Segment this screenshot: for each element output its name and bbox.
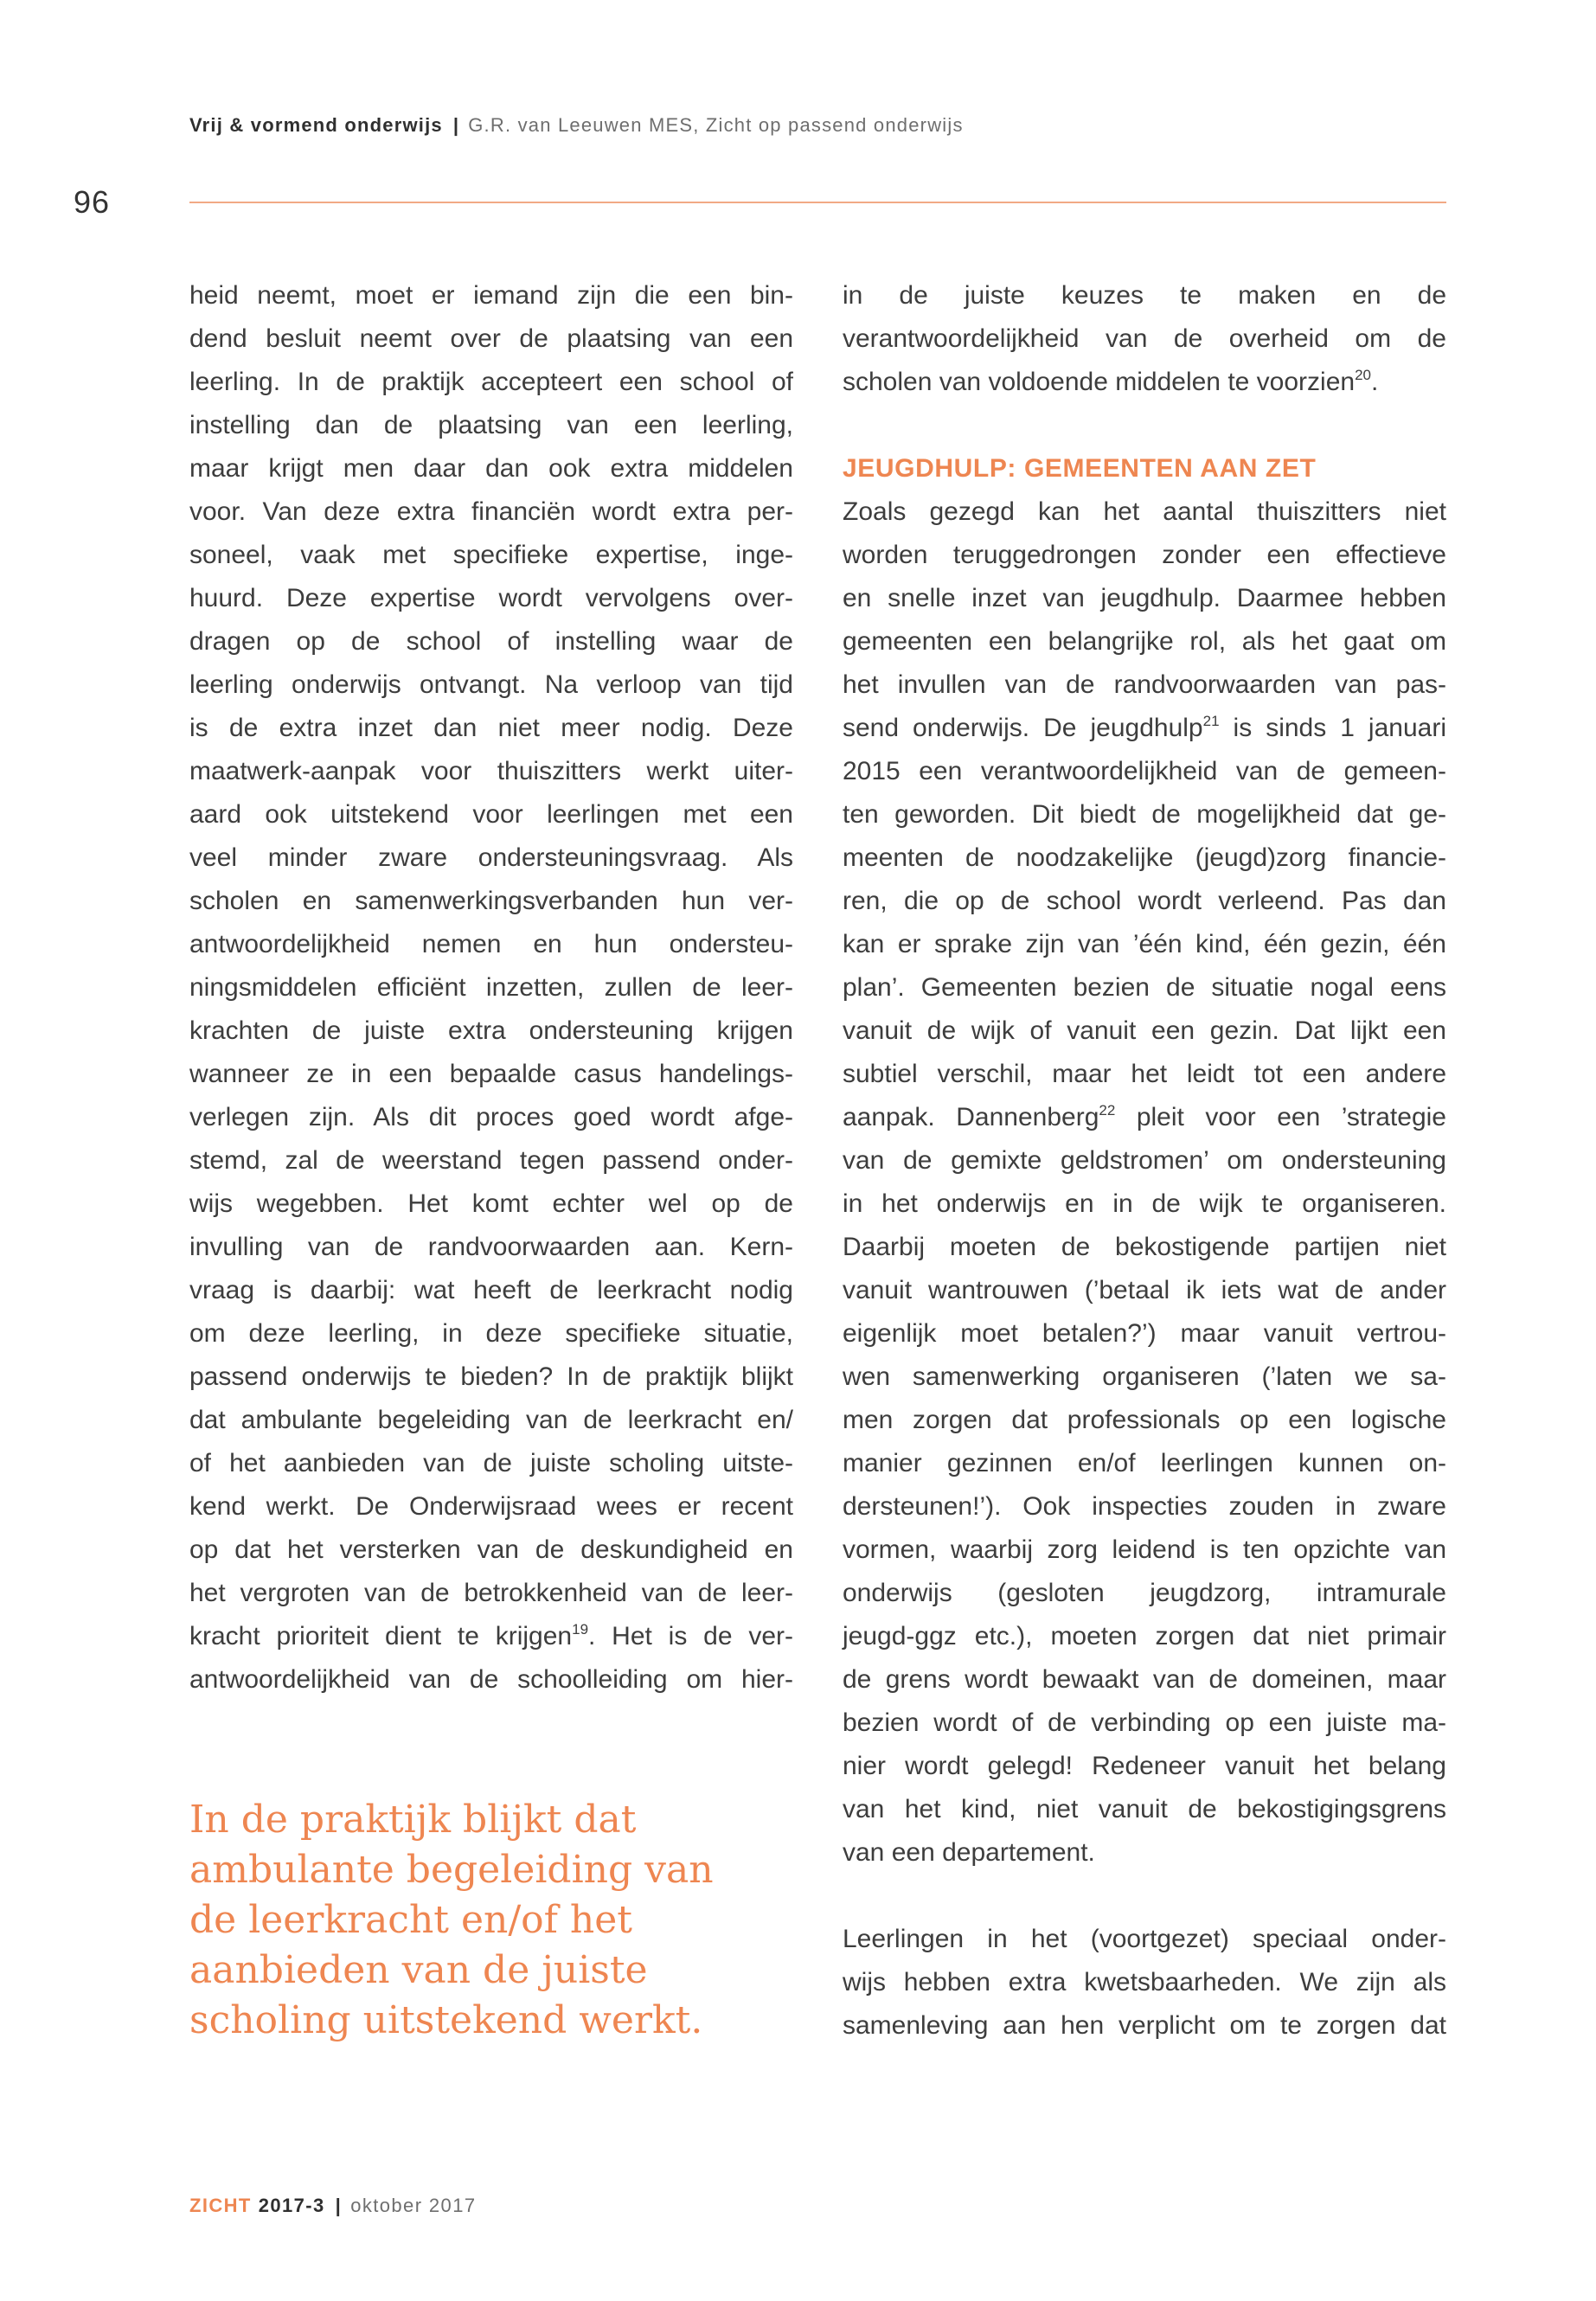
- line-text: aanpak. Dannenberg: [843, 1103, 1099, 1131]
- page-number: 96: [74, 184, 111, 220]
- text-line: eigenlijk moet betalen?’) maar vanuit vertrou-: [843, 1319, 1446, 1348]
- text-line: wanneer ze in een bepaalde casus handelings-: [189, 1060, 793, 1088]
- text-line: dragen op de school of instelling waar de: [189, 627, 793, 656]
- text-line: vanuit de wijk of vanuit een gezin. Dat lijkt een: [843, 1016, 1446, 1045]
- footnote-ref: 21: [1202, 713, 1220, 729]
- text-line: kan er sprake zijn van ’één kind, één gezin, één: [843, 930, 1446, 958]
- text-line: samenleving aan hen verplicht om te zorgen dat: [843, 2011, 1446, 2040]
- text-line: op dat het versterken van de deskundigheid en: [189, 1535, 793, 1564]
- text-line: gemeenten een belangrijke rol, als het gaat om: [843, 627, 1446, 656]
- footnote-ref: 19: [572, 1621, 589, 1638]
- text-line: van de gemixte geldstromen’ om ondersteuning: [843, 1146, 1446, 1175]
- text-line: in het onderwijs en in de wijk te organiseren.: [843, 1189, 1446, 1218]
- text-line: het invullen van de randvoorwaarden van pas-: [843, 670, 1446, 699]
- line-text: pleit voor een ’strategie: [1115, 1103, 1446, 1131]
- text-line: plan’. Gemeenten bezien de situatie nogal eens: [843, 973, 1446, 1002]
- pull-quote-line: In de praktijk blijkt dat: [189, 1798, 637, 1842]
- text-line: soneel, vaak met specifieke expertise, inge-: [189, 541, 793, 569]
- section-title: Vrij & vormend onderwijs: [189, 114, 443, 136]
- text-line: worden teruggedrongen zonder een effectieve: [843, 541, 1446, 569]
- issue-number: 2017-3: [258, 2195, 325, 2216]
- text-line: dersteunen!’). Ook inspecties zouden in zware: [843, 1492, 1446, 1521]
- section-heading: JEUGDHULP: GEMEENTEN AAN ZET: [843, 454, 1317, 483]
- left-column: [189, 274, 793, 1702]
- footnote-ref: 22: [1099, 1102, 1116, 1118]
- text-line: en snelle inzet van jeugdhulp. Daarmee hebben: [843, 584, 1446, 612]
- text-line: leerling onderwijs ontvangt. Na verloop van tijd: [189, 670, 793, 699]
- text-line: antwoordelijkheid van de schoolleiding om hier-: [189, 1665, 793, 1694]
- text-line: dat ambulante begeleiding van de leerkracht en/: [189, 1406, 793, 1434]
- line-text: scholen van voldoende middelen te voorzien: [843, 368, 1356, 396]
- text-line: ten geworden. Dit biedt de mogelijkheid dat ge-: [843, 800, 1446, 829]
- text-line: aard ook uitstekend voor leerlingen met een: [189, 800, 793, 829]
- header-separator: |: [452, 114, 460, 136]
- text-line: men zorgen dat professionals op een logische: [843, 1406, 1446, 1434]
- body-paragraph: [843, 490, 1446, 1875]
- text-line: invulling van de randvoorwaarden aan. Kern-: [189, 1233, 793, 1261]
- body-paragraph: [189, 274, 793, 1702]
- text-line: veel minder zware ondersteuningsvraag. Als: [189, 843, 793, 872]
- text-line: onderwijs (gesloten jeugdzorg, intramurale: [843, 1579, 1446, 1607]
- text-line: voor. Van deze extra financiën wordt extra per-: [189, 497, 793, 526]
- text-line: vraag is daarbij: wat heeft de leerkracht nodig: [189, 1276, 793, 1304]
- issue-date: oktober 2017: [350, 2195, 477, 2216]
- text-line: ren, die op de school wordt verleend. Pas dan: [843, 887, 1446, 915]
- header-rule: [189, 202, 1446, 203]
- body-paragraph: [843, 274, 1446, 404]
- text-line: [189, 1615, 793, 1658]
- right-column: [843, 274, 1446, 2048]
- text-line: ningsmiddelen efficiënt inzetten, zullen de leer-: [189, 973, 793, 1002]
- text-line: passend onderwijs te bieden? In de praktijk blijkt: [189, 1362, 793, 1391]
- body-paragraph: [843, 1918, 1446, 2048]
- text-line: verlegen zijn. Als dit proces goed wordt afge-: [189, 1103, 793, 1131]
- article-author-title: G.R. van Leeuwen MES, Zicht op passend onderwijs: [468, 114, 964, 136]
- pull-quote: [189, 1795, 793, 2046]
- text-line: [843, 707, 1446, 750]
- pull-quote-line: aanbieden van de juiste: [189, 1948, 648, 1992]
- text-line: van een departement.: [843, 1838, 1095, 1867]
- magazine-name: ZICHT: [189, 2195, 252, 2216]
- text-line: om deze leerling, in deze specifieke situatie,: [189, 1319, 793, 1348]
- running-footer: [189, 2193, 476, 2219]
- text-line: [843, 361, 1446, 404]
- line-text: send onderwijs. De jeugdhulp: [843, 714, 1203, 742]
- text-line: wen samenwerking organiseren (’laten we sa-: [843, 1362, 1446, 1391]
- text-line: of het aanbieden van de juiste scholing uitste-: [189, 1449, 793, 1477]
- text-line: heid neemt, moet er iemand zijn die een bin-: [189, 281, 793, 310]
- text-line: dend besluit neemt over de plaatsing van een: [189, 324, 793, 353]
- text-line: Daarbij moeten de bekostigende partijen niet: [843, 1233, 1446, 1261]
- text-line: leerling. In de praktijk accepteert een school of: [189, 368, 793, 396]
- text-line: stemd, zal de weerstand tegen passend onder-: [189, 1146, 793, 1175]
- text-line: meenten de noodzakelijke (jeugd)zorg financie-: [843, 843, 1446, 872]
- text-line: verantwoordelijkheid van de overheid om de: [843, 324, 1446, 353]
- text-line: in de juiste keuzes te maken en de: [843, 281, 1446, 310]
- text-line: wijs hebben extra kwetsbaarheden. We zijn als: [843, 1968, 1446, 1997]
- text-line: de grens wordt bewaakt van de domeinen, maar: [843, 1665, 1446, 1694]
- line-text: kracht prioriteit dient te krijgen: [189, 1622, 573, 1650]
- line-text: . Het is de ver-: [588, 1622, 794, 1650]
- pull-quote-line: de leerkracht en/of het: [189, 1898, 632, 1942]
- text-line: instelling dan de plaatsing van een leerling,: [189, 411, 793, 439]
- text-line: [843, 1096, 1446, 1139]
- footer-separator: |: [335, 2195, 343, 2216]
- line-text: .: [1370, 368, 1379, 396]
- text-line: jeugd-ggz etc.), moeten zorgen dat niet primair: [843, 1622, 1446, 1650]
- text-line: bezien wordt of de verbinding op een juiste ma-: [843, 1708, 1446, 1737]
- running-header: [189, 112, 964, 138]
- text-line: maatwerk-aanpak voor thuiszitters werkt uiter-: [189, 757, 793, 785]
- text-line: scholen en samenwerkingsverbanden hun ver-: [189, 887, 793, 915]
- text-line: krachten de juiste extra ondersteuning krijgen: [189, 1016, 793, 1045]
- pull-quote-line: ambulante begeleiding van: [189, 1848, 714, 1892]
- text-line: van het kind, niet vanuit de bekostigingsgrens: [843, 1795, 1446, 1823]
- text-line: antwoordelijkheid nemen en hun ondersteu-: [189, 930, 793, 958]
- text-line: kend werkt. De Onderwijsraad wees er recent: [189, 1492, 793, 1521]
- text-line: subtiel verschil, maar het leidt tot een andere: [843, 1060, 1446, 1088]
- text-line: manier gezinnen en/of leerlingen kunnen on-: [843, 1449, 1446, 1477]
- line-text: is sinds 1 januari: [1219, 714, 1446, 742]
- text-line: 2015 een verantwoordelijkheid van de gemeen-: [843, 757, 1446, 785]
- text-line: Zoals gezegd kan het aantal thuiszitters niet: [843, 497, 1446, 526]
- text-line: nier wordt gelegd! Redeneer vanuit het belang: [843, 1752, 1446, 1780]
- text-line: Leerlingen in het (voortgezet) speciaal onder-: [843, 1925, 1446, 1953]
- text-line: is de extra inzet dan niet meer nodig. Deze: [189, 714, 793, 742]
- text-line: vormen, waarbij zorg leidend is ten opzichte van: [843, 1535, 1446, 1564]
- text-line: maar krijgt men daar dan ook extra middelen: [189, 454, 793, 483]
- text-line: wijs wegebben. Het komt echter wel op de: [189, 1189, 793, 1218]
- pull-quote-line: scholing uitstekend werkt.: [189, 1998, 703, 2042]
- footnote-ref: 20: [1355, 367, 1371, 383]
- text-line: het vergroten van de betrokkenheid van de leer-: [189, 1579, 793, 1607]
- text-line: huurd. Deze expertise wordt vervolgens over-: [189, 584, 793, 612]
- text-line: vanuit wantrouwen (’betaal ik iets wat de ander: [843, 1276, 1446, 1304]
